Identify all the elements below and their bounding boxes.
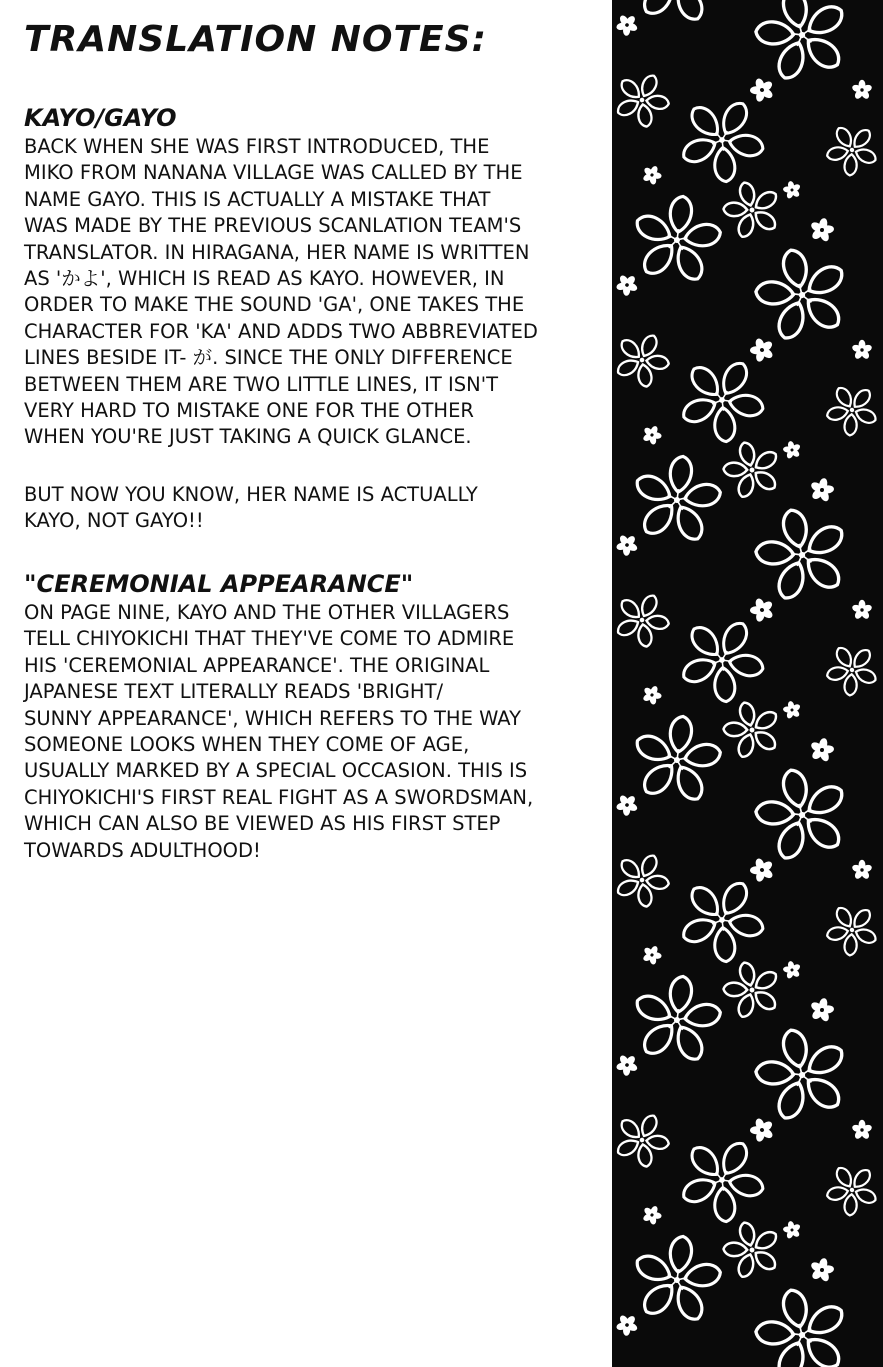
text-line: TOWARDS ADULTHOOD! (24, 838, 261, 862)
text-line: BACK WHEN SHE WAS FIRST INTRODUCED, THE (24, 135, 490, 158)
cherry-blossom-icon (807, 996, 837, 1025)
cherry-blossom-icon (612, 1110, 674, 1171)
cherry-blossom-icon (627, 710, 728, 807)
cherry-blossom-icon (851, 1120, 873, 1140)
text-line: TELL CHIYOKICHI THAT THEY'VE COME TO ADMIRE (24, 627, 515, 651)
cherry-blossom-icon (612, 529, 643, 560)
cherry-blossom-icon (807, 476, 837, 505)
cherry-blossom-icon (715, 435, 789, 507)
note-section-ceremonial-appearance (24, 568, 604, 864)
cherry-blossom-icon (824, 124, 880, 178)
cherry-blossom-icon (746, 74, 778, 105)
cherry-blossom-icon (851, 80, 873, 100)
cherry-blossom-icon (612, 70, 674, 131)
cherry-blossom-icon (746, 1114, 778, 1145)
cherry-blossom-icon (627, 190, 728, 287)
cherry-blossom-pattern (612, 0, 883, 1367)
cherry-blossom-icon (779, 697, 804, 722)
page-title: TRANSLATION NOTES: (24, 19, 487, 60)
cherry-blossom-icon (627, 450, 728, 547)
text-line: NAME GAYO. THIS IS ACTUALLY A MISTAKE THAT (24, 187, 491, 211)
cherry-blossom-icon (627, 970, 728, 1067)
section-paragraph (24, 134, 604, 451)
cherry-blossom-icon (779, 957, 804, 982)
section-heading: KAYO/GAYO (24, 104, 177, 132)
cherry-blossom-border (612, 0, 883, 1367)
text-line: SOMEONE LOOKS WHEN THEY COME OF AGE, (24, 733, 470, 757)
text-line: KAYO, NOT GAYO!! (24, 509, 204, 533)
text-line: SUNNY APPEARANCE', WHICH REFERS TO THE WAY (24, 706, 522, 730)
cherry-blossom-icon (746, 334, 778, 365)
cherry-blossom-icon (779, 177, 804, 202)
text-line: VERY HARD TO MISTAKE ONE FOR THE OTHER (24, 399, 474, 423)
cherry-blossom-icon (612, 269, 643, 300)
cherry-blossom-icon (612, 789, 643, 820)
text-line: BUT NOW YOU KNOW, HER NAME IS ACTUALLY (24, 483, 478, 506)
text-line: WHICH CAN ALSO BE VIEWED AS HIS FIRST STEP (24, 812, 501, 836)
text-line: ORDER TO MAKE THE SOUND 'GA', ONE TAKES THE (24, 293, 525, 317)
text-line: TRANSLATOR. IN HIRAGANA, HER NAME IS WRITTEN (24, 240, 530, 264)
cherry-blossom-icon (745, 1279, 859, 1367)
cherry-blossom-icon (824, 904, 880, 958)
cherry-blossom-icon (851, 860, 873, 880)
cherry-blossom-icon (627, 0, 728, 28)
section-paragraph (24, 600, 604, 864)
cherry-blossom-icon (715, 1215, 789, 1287)
cherry-blossom-icon (824, 644, 880, 698)
cherry-blossom-icon (639, 1202, 665, 1228)
text-line: MIKO FROM NANANA VILLAGE WAS CALLED BY THE (24, 161, 523, 185)
cherry-blossom-icon (612, 330, 674, 391)
cherry-blossom-icon (746, 594, 778, 625)
cherry-blossom-icon (612, 1049, 643, 1080)
cherry-blossom-icon (715, 955, 789, 1027)
cherry-blossom-icon (639, 942, 665, 968)
text-line: JAPANESE TEXT LITERALLY READS 'BRIGHT/ (24, 680, 444, 704)
section-heading: "CEREMONIAL APPEARANCE" (24, 570, 414, 598)
cherry-blossom-icon (715, 695, 789, 767)
cherry-blossom-icon (612, 9, 643, 40)
cherry-blossom-icon (745, 1019, 859, 1129)
cherry-blossom-icon (745, 759, 859, 869)
cherry-blossom-icon (824, 384, 880, 438)
notes-text-column (24, 14, 604, 862)
cherry-blossom-icon (639, 162, 665, 188)
text-line: CHIYOKICHI'S FIRST REAL FIGHT AS A SWORDSMAN, (24, 785, 534, 809)
cherry-blossom-icon (851, 600, 873, 620)
cherry-blossom-icon (745, 499, 859, 609)
cherry-blossom-icon (639, 422, 665, 448)
text-line: CHARACTER FOR 'KA' AND ADDS TWO ABBREVIATED (24, 319, 538, 343)
text-line: LINES BESIDE IT- が. SINCE THE ONLY DIFFERENCE (24, 346, 513, 370)
note-section-kayo-gayo-conclusion (24, 482, 604, 535)
cherry-blossom-icon (807, 216, 837, 245)
text-line: ON PAGE NINE, KAYO AND THE OTHER VILLAGERS (24, 601, 510, 624)
cherry-blossom-icon (612, 850, 674, 911)
cherry-blossom-icon (745, 239, 859, 349)
text-line: AS 'かよ', WHICH IS READ AS KAYO. HOWEVER, IN (24, 267, 505, 291)
cherry-blossom-icon (745, 0, 859, 89)
note-section-kayo-gayo (24, 102, 604, 451)
cherry-blossom-icon (807, 1256, 837, 1285)
cherry-blossom-icon (612, 590, 674, 651)
text-line: USUALLY MARKED BY A SPECIAL OCCASION. THIS IS (24, 759, 528, 783)
cherry-blossom-icon (715, 175, 789, 247)
cherry-blossom-icon (779, 437, 804, 462)
text-line: HIS 'CEREMONIAL APPEARANCE'. THE ORIGINAL (24, 653, 490, 677)
text-line: WHEN YOU'RE JUST TAKING A QUICK GLANCE. (24, 425, 472, 449)
section-paragraph (24, 482, 604, 535)
text-line: WAS MADE BY THE PREVIOUS SCANLATION TEAM'S (24, 214, 522, 238)
text-line: BETWEEN THEM ARE TWO LITTLE LINES, IT ISN'T (24, 372, 499, 396)
cherry-blossom-icon (612, 1309, 643, 1340)
cherry-blossom-icon (627, 1230, 728, 1327)
cherry-blossom-icon (779, 1217, 804, 1242)
cherry-blossom-icon (824, 1164, 880, 1218)
cherry-blossom-icon (746, 854, 778, 885)
cherry-blossom-icon (639, 682, 665, 708)
cherry-blossom-icon (807, 736, 837, 765)
cherry-blossom-icon (851, 340, 873, 360)
